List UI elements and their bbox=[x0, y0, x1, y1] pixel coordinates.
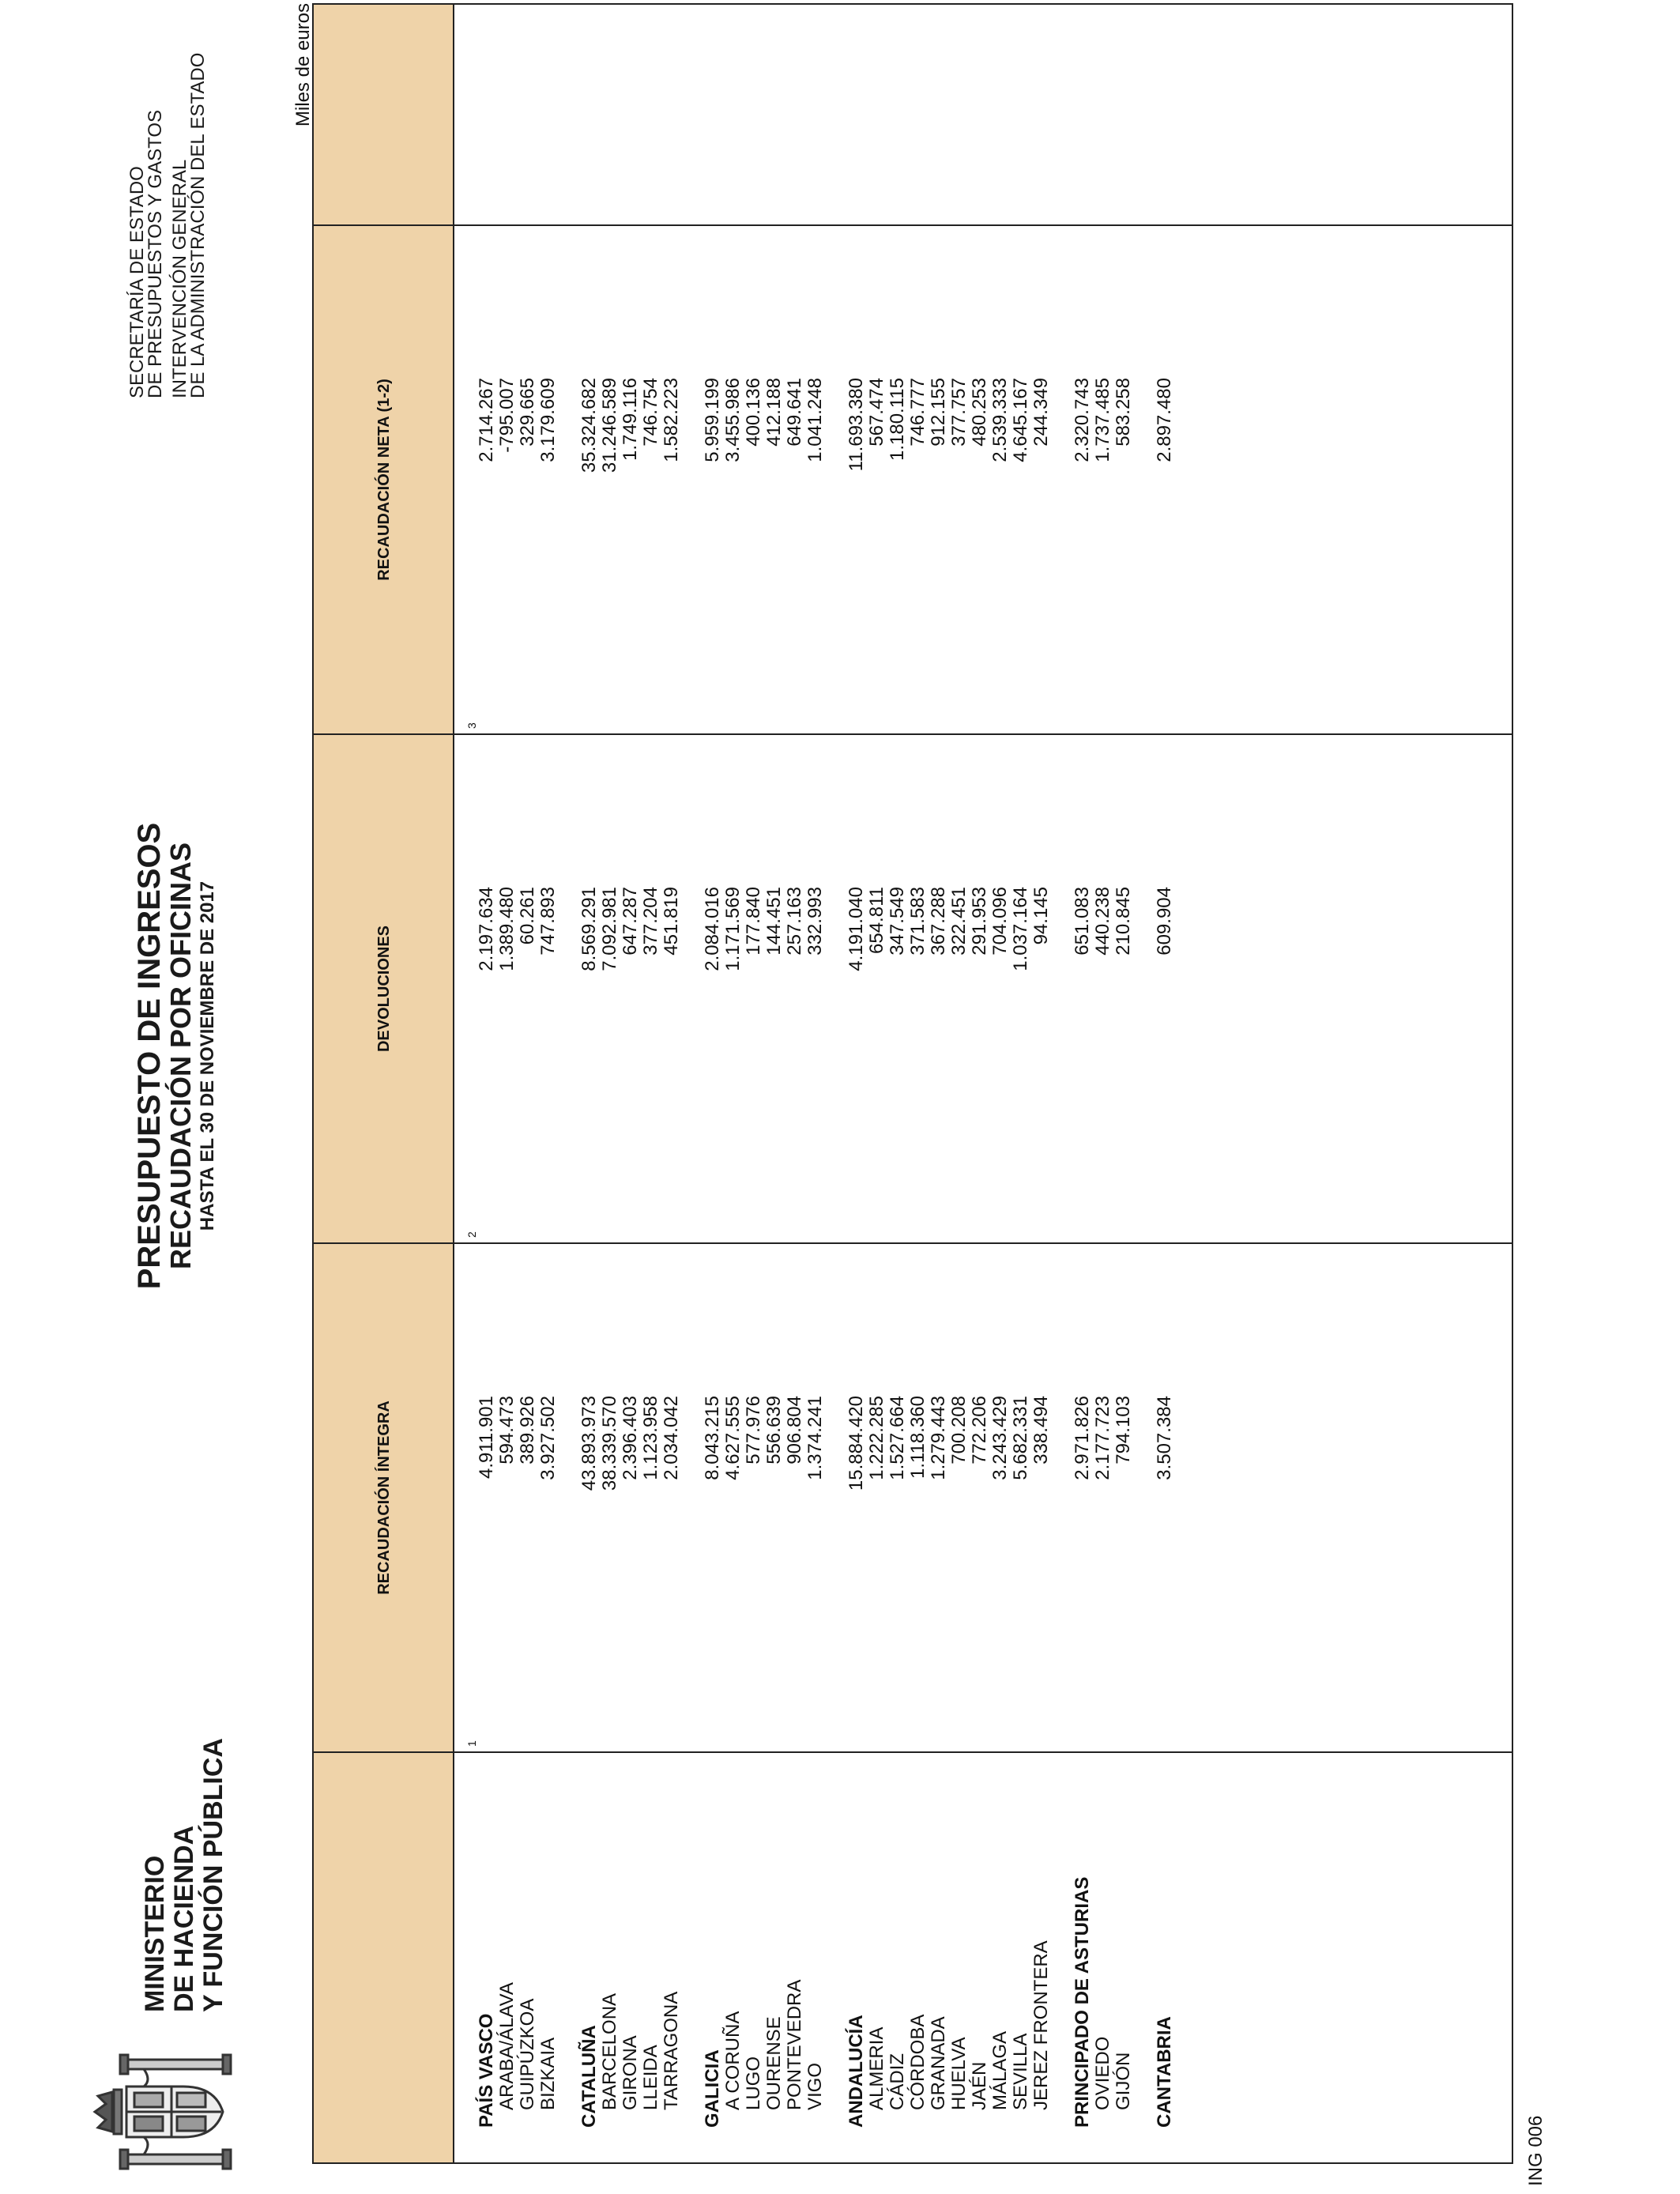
value-recaudacion-neta: 649.641 bbox=[784, 378, 805, 447]
units-label: Miles de euros bbox=[292, 3, 314, 127]
table-group-row bbox=[1072, 5, 1092, 2162]
ministry-line: MINISTERIO bbox=[140, 1855, 170, 2012]
report-date: HASTA EL 30 DE NOVIEMBRE DE 2017 bbox=[197, 880, 218, 1231]
column-number: 1 bbox=[465, 1740, 478, 1747]
column-header-devoluciones: DEVOLUCIONES bbox=[375, 925, 393, 1053]
column-header-recaudacion-neta: RECAUDACIÓN NETA (1-2) bbox=[375, 379, 393, 581]
group-name: PAÍS VASCO bbox=[476, 2013, 497, 2128]
value-recaudacion-neta: 1.180.115 bbox=[887, 378, 908, 461]
column-header-recaudacion-integra: RECAUDACIÓN ÍNTEGRA bbox=[375, 1400, 393, 1595]
office-name: GRANADA bbox=[928, 2016, 949, 2110]
office-name: PONTEVEDRA bbox=[784, 1979, 805, 2110]
office-name: GIJÓN bbox=[1113, 2052, 1134, 2110]
value-recaudacion-neta: 746.754 bbox=[640, 378, 661, 447]
office-name: HUELVA bbox=[948, 2037, 970, 2110]
value-recaudacion-neta: 1.737.485 bbox=[1092, 378, 1113, 462]
value-recaudacion-integra: 1.374.241 bbox=[804, 1396, 826, 1480]
value-devoluciones: 322.451 bbox=[948, 887, 970, 956]
value-devoluciones: 291.953 bbox=[969, 887, 990, 956]
value-devoluciones: 1.171.569 bbox=[722, 887, 744, 971]
value-devoluciones: 210.845 bbox=[1113, 887, 1134, 956]
value-recaudacion-neta: 2.897.480 bbox=[1154, 378, 1175, 462]
revenue-table bbox=[312, 3, 1513, 2164]
value-devoluciones: 144.451 bbox=[763, 887, 785, 956]
value-recaudacion-integra: 594.473 bbox=[496, 1396, 518, 1465]
office-name: OURENSE bbox=[763, 2016, 785, 2110]
office-name: SEVILLA bbox=[1010, 2033, 1031, 2110]
value-devoluciones: 2.197.634 bbox=[476, 887, 497, 971]
coat-of-arms-icon bbox=[89, 2049, 247, 2175]
value-devoluciones: 371.583 bbox=[907, 887, 929, 956]
table-row bbox=[969, 5, 989, 2162]
value-recaudacion-integra: 2.971.826 bbox=[1072, 1396, 1093, 1480]
table-row bbox=[620, 5, 640, 2162]
value-devoluciones: 609.904 bbox=[1154, 887, 1175, 956]
table-body bbox=[476, 5, 1174, 2162]
office-name: BARCELONA bbox=[599, 1992, 620, 2110]
table-row bbox=[517, 5, 537, 2162]
office-name: OVIEDO bbox=[1092, 2036, 1113, 2110]
value-recaudacion-integra: 1.123.958 bbox=[640, 1396, 661, 1480]
value-devoluciones: 60.261 bbox=[517, 887, 538, 945]
value-devoluciones: 4.191.040 bbox=[846, 887, 867, 971]
value-recaudacion-integra: 3.927.502 bbox=[537, 1396, 559, 1480]
value-devoluciones: 654.811 bbox=[866, 887, 887, 954]
value-recaudacion-neta: 31.246.589 bbox=[599, 378, 620, 473]
secretaria-line: SECRETARÍA DE ESTADO bbox=[126, 166, 148, 398]
secretaria-line: DE PRESUPUESTOS Y GASTOS bbox=[145, 109, 166, 398]
value-recaudacion-neta: 2.539.333 bbox=[989, 378, 1011, 462]
table-row bbox=[640, 5, 661, 2162]
value-devoluciones: 2.084.016 bbox=[702, 887, 723, 971]
group-name: PRINCIPADO DE ASTURIAS bbox=[1072, 1876, 1093, 2128]
value-recaudacion-neta: 4.645.167 bbox=[1010, 378, 1031, 462]
value-recaudacion-neta: 567.474 bbox=[866, 378, 887, 447]
value-devoluciones: 440.238 bbox=[1092, 887, 1113, 956]
table-row bbox=[496, 5, 517, 2162]
office-name: GUIPÚZKOA bbox=[517, 1998, 538, 2110]
value-recaudacion-neta: 244.349 bbox=[1030, 378, 1052, 447]
value-recaudacion-integra: 700.208 bbox=[948, 1396, 970, 1465]
value-recaudacion-neta: 583.258 bbox=[1113, 378, 1134, 447]
issuer-block bbox=[128, 19, 207, 398]
value-recaudacion-integra: 794.103 bbox=[1113, 1396, 1134, 1465]
value-recaudacion-integra: 8.043.215 bbox=[702, 1396, 723, 1480]
value-recaudacion-neta: 480.253 bbox=[969, 378, 990, 447]
report-title: PRESUPUESTO DE INGRESOS bbox=[132, 822, 167, 1290]
value-recaudacion-integra: 389.926 bbox=[517, 1396, 538, 1465]
value-recaudacion-neta: 35.324.682 bbox=[578, 378, 600, 473]
table-row bbox=[599, 5, 620, 2162]
ministry-line: Y FUNCIÓN PÚBLICA bbox=[198, 1738, 228, 2012]
value-recaudacion-integra: 4.627.555 bbox=[722, 1396, 744, 1480]
table-row bbox=[989, 5, 1010, 2162]
intervencion-line: INTERVENCIÓN GENERAL bbox=[169, 159, 190, 398]
column-number: 3 bbox=[465, 722, 478, 729]
value-recaudacion-neta: 1.582.223 bbox=[661, 378, 682, 462]
table-row bbox=[1010, 5, 1030, 2162]
group-name: GALICIA bbox=[702, 2049, 723, 2128]
office-name: ALMERIA bbox=[866, 2026, 887, 2110]
table-row bbox=[784, 5, 804, 2162]
office-name: JEREZ FRONTERA bbox=[1030, 1940, 1052, 2110]
value-recaudacion-integra: 5.682.331 bbox=[1010, 1396, 1031, 1480]
table-group-row bbox=[1154, 5, 1174, 2162]
value-recaudacion-neta: 2.714.267 bbox=[476, 378, 497, 462]
value-devoluciones: 257.163 bbox=[784, 887, 805, 956]
value-recaudacion-integra: 906.804 bbox=[784, 1396, 805, 1465]
value-devoluciones: 1.037.164 bbox=[1010, 887, 1031, 971]
value-recaudacion-neta: 11.693.380 bbox=[846, 378, 867, 472]
column-number: 2 bbox=[465, 1231, 478, 1238]
value-devoluciones: 8.569.291 bbox=[578, 887, 600, 971]
office-name: CÓRDOBA bbox=[907, 2014, 929, 2110]
value-devoluciones: 347.549 bbox=[887, 887, 908, 956]
value-recaudacion-integra: 2.396.403 bbox=[620, 1396, 641, 1480]
table-group-row bbox=[476, 5, 496, 2162]
table-row bbox=[866, 5, 887, 2162]
value-recaudacion-neta: 3.179.609 bbox=[537, 378, 559, 462]
group-name: CANTABRIA bbox=[1154, 2016, 1175, 2128]
value-devoluciones: 451.819 bbox=[661, 887, 682, 956]
value-recaudacion-neta: 400.136 bbox=[743, 378, 764, 447]
value-recaudacion-integra: 3.507.384 bbox=[1154, 1396, 1175, 1480]
table-row bbox=[1113, 5, 1133, 2162]
value-recaudacion-neta: 746.777 bbox=[907, 378, 929, 447]
table-row bbox=[661, 5, 681, 2162]
group-name: ANDALUCÍA bbox=[846, 2015, 867, 2128]
value-devoluciones: 7.092.981 bbox=[599, 887, 620, 971]
office-name: MÁLAGA bbox=[989, 2030, 1011, 2110]
office-name: LLEIDA bbox=[640, 2045, 661, 2110]
value-recaudacion-integra: 1.118.360 bbox=[907, 1396, 929, 1479]
table-row bbox=[537, 5, 558, 2162]
value-devoluciones: 647.287 bbox=[620, 887, 641, 956]
group-name: CATALUÑA bbox=[578, 2025, 600, 2128]
table-row bbox=[1092, 5, 1113, 2162]
table-row bbox=[763, 5, 784, 2162]
value-devoluciones: 1.389.480 bbox=[496, 887, 518, 971]
value-recaudacion-integra: 1.279.443 bbox=[928, 1396, 949, 1480]
office-name: LUGO bbox=[743, 2056, 764, 2110]
ministry-name bbox=[141, 1680, 228, 2012]
value-recaudacion-neta: -795.007 bbox=[496, 378, 518, 453]
value-devoluciones: 94.145 bbox=[1030, 887, 1052, 945]
office-name: TARRAGONA bbox=[661, 1991, 682, 2110]
table-row bbox=[928, 5, 948, 2162]
table-row bbox=[948, 5, 969, 2162]
intervencion-line: DE LA ADMINISTRACIÓN DEL ESTADO bbox=[187, 52, 209, 398]
value-recaudacion-neta: 1.749.116 bbox=[620, 378, 641, 461]
table-row bbox=[743, 5, 763, 2162]
ministry-line: DE HACIENDA bbox=[169, 1825, 199, 2012]
value-recaudacion-neta: 329.665 bbox=[517, 378, 538, 447]
office-name: GIRONA bbox=[620, 2035, 641, 2110]
value-devoluciones: 651.083 bbox=[1072, 887, 1093, 956]
document-code: ING 006 bbox=[1525, 2115, 1546, 2186]
value-recaudacion-integra: 2.177.723 bbox=[1092, 1396, 1113, 1480]
value-recaudacion-integra: 2.034.042 bbox=[661, 1396, 682, 1480]
value-recaudacion-neta: 3.455.986 bbox=[722, 378, 744, 462]
report-subtitle: RECAUDACIÓN POR OFICINAS bbox=[164, 842, 197, 1270]
value-devoluciones: 367.288 bbox=[928, 887, 949, 956]
table-group-row bbox=[846, 5, 866, 2162]
office-name: JAÉN bbox=[969, 2061, 990, 2110]
value-recaudacion-integra: 3.243.429 bbox=[989, 1396, 1011, 1480]
value-devoluciones: 332.993 bbox=[804, 887, 826, 956]
table-row bbox=[1030, 5, 1051, 2162]
value-recaudacion-integra: 556.639 bbox=[763, 1396, 785, 1465]
value-devoluciones: 747.893 bbox=[537, 887, 559, 956]
value-recaudacion-neta: 412.188 bbox=[763, 378, 785, 447]
table-row bbox=[907, 5, 928, 2162]
value-recaudacion-integra: 1.527.664 bbox=[887, 1396, 908, 1480]
value-devoluciones: 704.096 bbox=[989, 887, 1011, 956]
value-devoluciones: 177.840 bbox=[743, 887, 764, 956]
table-group-row bbox=[702, 5, 722, 2162]
table-row bbox=[722, 5, 743, 2162]
table-row bbox=[804, 5, 825, 2162]
office-name: VIGO bbox=[804, 2062, 826, 2110]
value-recaudacion-integra: 577.976 bbox=[743, 1396, 764, 1465]
value-devoluciones: 377.204 bbox=[640, 887, 661, 956]
value-recaudacion-neta: 1.041.248 bbox=[804, 378, 826, 462]
table-row bbox=[887, 5, 907, 2162]
office-name: ARABA/ÁLAVA bbox=[496, 1982, 518, 2110]
value-recaudacion-integra: 1.222.285 bbox=[866, 1396, 887, 1480]
office-name: CÁDIZ bbox=[887, 2053, 908, 2110]
value-recaudacion-neta: 377.757 bbox=[948, 378, 970, 447]
value-recaudacion-neta: 5.959.199 bbox=[702, 378, 723, 462]
office-name: A CORUÑA bbox=[722, 2011, 744, 2110]
value-recaudacion-integra: 772.206 bbox=[969, 1396, 990, 1465]
value-recaudacion-neta: 912.155 bbox=[928, 378, 949, 447]
value-recaudacion-integra: 4.911.901 bbox=[476, 1396, 497, 1479]
value-recaudacion-integra: 43.893.973 bbox=[578, 1396, 600, 1491]
value-recaudacion-integra: 38.339.570 bbox=[599, 1396, 620, 1491]
report-title-block bbox=[133, 779, 220, 1333]
office-name: BIZKAIA bbox=[537, 2037, 559, 2110]
table-group-row bbox=[578, 5, 599, 2162]
value-recaudacion-integra: 338.494 bbox=[1030, 1396, 1052, 1465]
value-recaudacion-neta: 2.320.743 bbox=[1072, 378, 1093, 462]
value-recaudacion-integra: 15.884.420 bbox=[846, 1396, 867, 1491]
